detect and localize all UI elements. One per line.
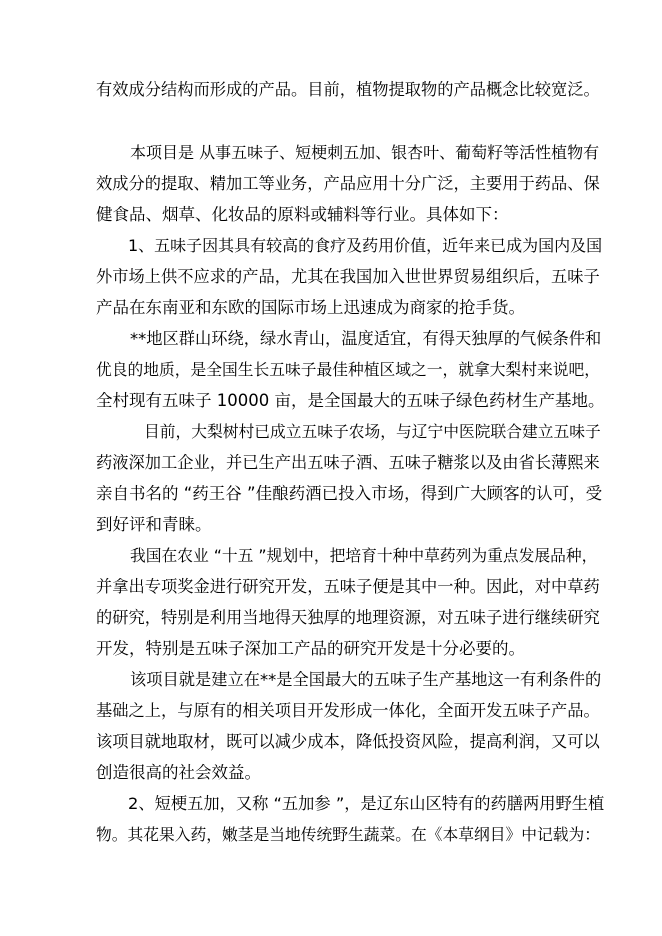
text-line: 物。其花果入药，嫩茎是当地传统野生蔬菜。在《本草纲目》中记载为： [96, 825, 600, 844]
text-line: 全村现有五味子 10000 亩，是全国最大的五味子绿色药材生产基地。 [96, 391, 605, 410]
text-line: 到好评和青睐。 [96, 515, 212, 534]
text-line: 基础之上，与原有的相关项目开发形成一体化，全面开发五味子产品。 [96, 701, 600, 720]
text-line: 开发，特别是五味子深加工产品的研究开发是十分必要的。 [96, 639, 525, 658]
text-line: 的研究，特别是利用当地得天独厚的地理资源，对五味子进行继续研究 [96, 608, 600, 627]
text-line: 该项目就地取材，既可以减少成本，降低投资风险，提高利润，又可以 [96, 732, 600, 751]
text-line: 药液深加工企业，并已生产出五味子酒、五味子糖浆以及由省长薄熙来 [96, 453, 600, 472]
text-line: 并拿出专项奖金进行研究开发，五味子便是其中一种。因此，对中草药 [96, 577, 600, 596]
text-line: 产品在东南亚和东欧的国际市场上迅速成为商家的抢手货。 [96, 298, 525, 317]
text-line: 目前，大梨树村已成立五味子农场，与辽宁中医院联合建立五味子 [144, 422, 601, 441]
text-line: 该项目就是建立在**是全国最大的五味子生产基地这一有利条件的 [130, 670, 602, 689]
text-line: 亲自书名的 “药王谷 ”佳酿药酒已投入市场，得到广大顾客的认可，受 [96, 484, 603, 503]
text-line: 有效成分结构而形成的产品。目前，植物提取物的产品概念比较宽泛。 [96, 80, 600, 99]
text-line: 优良的地质，是全国生长五味子最佳种植区域之一，就拿大梨村来说吧， [96, 360, 600, 379]
text-line: 我国在农业 “十五 ”规划中，把培育十种中草药列为重点发展品种， [130, 546, 598, 565]
text-line: 1、五味子因其具有较高的食疗及药用价值，近年来已成为国内及国 [128, 236, 603, 255]
text-line: 外市场上供不应求的产品，尤其在我国加入世世界贸易组织后，五味子 [96, 267, 600, 286]
text-line: **地区群山环绕，绿水青山，温度适宜，有得天独厚的气候条件和 [130, 329, 602, 348]
text-line: 2、短梗五加，又称 “五加参 ”，是辽东山区特有的药膳两用野生植 [128, 794, 605, 813]
text-line: 创造很高的社会效益。 [96, 763, 261, 782]
text-line: 本项目是 从事五味子、短梗刺五加、银杏叶、葡萄籽等活性植物有 [130, 143, 600, 162]
text-line: 效成分的提取、精加工等业务，产品应用十分广泛，主要用于药品、保 [96, 174, 600, 193]
text-line: 健食品、烟草、化妆品的原料或辅料等行业。具体如下： [96, 205, 509, 224]
